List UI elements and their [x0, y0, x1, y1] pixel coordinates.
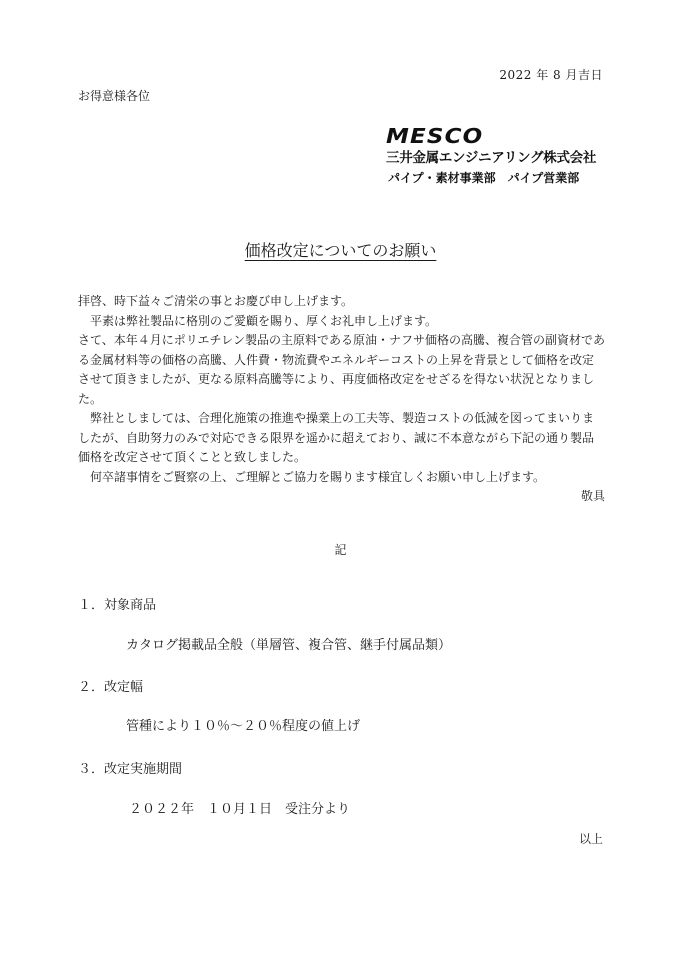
- decision-paragraph: 弊社としましては、合理化施策の推進や操業上の工夫等、製造コストの低減を図ってまいりましたが、自助努力のみで対応できる限界を遥かに超えており、誠に不本意ながら下記の通り製品価格を改定させて頂くことと致しました。: [78, 411, 595, 464]
- document-title-text: 価格改定についてのお願い: [244, 241, 437, 260]
- division-name: パイプ・素材事業部 パイプ営業部: [388, 171, 580, 185]
- ki-label: 記: [334, 543, 347, 557]
- request-paragraph: 何卒諸事情をご賢察の上、ご理解とご協力を賜ります様宜しくお願い申し上げます。: [90, 469, 546, 484]
- closing-text: 敬具: [580, 489, 605, 503]
- item-heading-period: ３．改定実施期間: [78, 762, 183, 777]
- document-date: 2022 年 8 月吉日: [499, 68, 603, 82]
- item-heading-target: １．対象商品: [78, 598, 157, 613]
- end-text: 以上: [578, 832, 603, 846]
- addressee: お得意様各位: [78, 89, 151, 103]
- item-detail-target: カタログ掲載品全般（単層管、複合管、継手付属品類）: [126, 638, 452, 653]
- item-heading-range: ２．改定幅: [78, 680, 144, 695]
- item-detail-range: 管種により１０％～２０％程度の値上げ: [126, 719, 361, 734]
- letter-body: [78, 292, 605, 507]
- item-detail-period: ２０２２年 １０月１日 受注分より: [129, 802, 351, 817]
- background-paragraph: さて、本年４月にポリエチレン製品の主原料である原油・ナフサ価格の高騰、複合管の副資材である金属材料等の価格の高騰、人件費・物流費やエネルギーコストの上昇を背景として価格を改定させて頂きましたが、更なる原料高騰等により、再度価格改定をせざるを得ない状況となりました。: [78, 333, 605, 406]
- company-logo: MESCO: [386, 124, 484, 148]
- greeting-paragraph: 拝啓、時下益々ご清栄の事とお慶び申し上げます。: [78, 294, 354, 308]
- thanks-paragraph: 平素は弊社製品に格別のご愛顧を賜り、厚くお礼申し上げます。: [90, 313, 438, 328]
- company-name: 三井金属エンジニアリング株式会社: [386, 150, 597, 166]
- document-title: [0, 238, 681, 261]
